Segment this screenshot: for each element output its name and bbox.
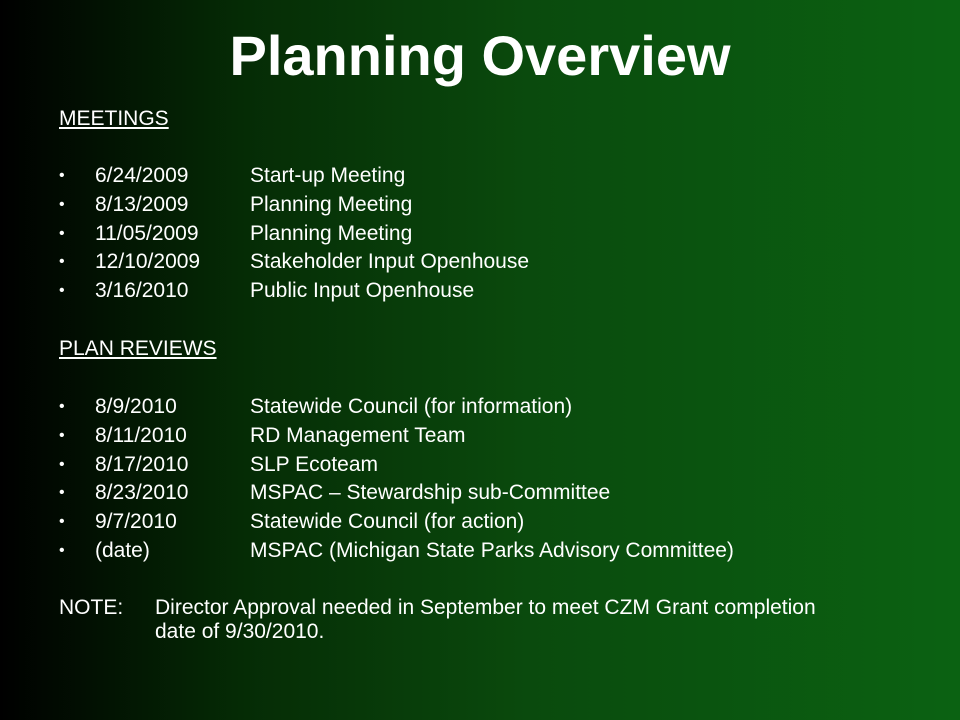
bullet: • bbox=[59, 167, 65, 184]
review-date: 8/11/2010 bbox=[95, 423, 187, 447]
meetings-heading: MEETINGS bbox=[59, 107, 169, 130]
review-description: MSPAC – Stewardship sub-Committee bbox=[250, 481, 611, 505]
review-date: 8/17/2010 bbox=[95, 452, 189, 476]
meeting-date: 6/24/2009 bbox=[95, 164, 189, 187]
note-label: NOTE: bbox=[59, 596, 124, 619]
review-description: MSPAC (Michigan State Parks Advisory Committee) bbox=[250, 538, 734, 562]
bullet: • bbox=[59, 426, 65, 444]
meeting-description: Planning Meeting bbox=[250, 221, 413, 245]
review-date: 8/23/2010 bbox=[95, 481, 189, 505]
bullet: • bbox=[59, 455, 65, 473]
bullet: • bbox=[59, 224, 65, 242]
bullet: • bbox=[59, 282, 65, 300]
review-description: RD Management Team bbox=[250, 423, 466, 447]
review-date: (date) bbox=[95, 538, 150, 562]
meeting-description: Planning Meeting bbox=[250, 192, 413, 216]
review-description: SLP Ecoteam bbox=[250, 452, 379, 476]
review-description: Statewide Council (for action) bbox=[250, 510, 525, 534]
review-date: 9/7/2010 bbox=[95, 510, 177, 534]
slide-title: Planning Overview bbox=[229, 24, 731, 87]
bullet: • bbox=[59, 541, 65, 559]
bullet: • bbox=[59, 484, 65, 502]
meeting-description: Start-up Meeting bbox=[250, 164, 406, 187]
plan-reviews-heading: PLAN REVIEWS bbox=[59, 337, 217, 360]
review-description: Statewide Council (for information) bbox=[250, 395, 573, 418]
meeting-date: 12/10/2009 bbox=[95, 250, 201, 274]
meeting-date: 11/05/2009 bbox=[95, 221, 199, 245]
meeting-description: Stakeholder Input Openhouse bbox=[250, 250, 530, 274]
meeting-date: 3/16/2010 bbox=[95, 279, 189, 303]
bullet: • bbox=[59, 195, 65, 213]
meeting-date: 8/13/2009 bbox=[95, 192, 189, 216]
bullet: • bbox=[59, 513, 65, 531]
note-text: Director Approval needed in September to meet CZM Grant completion date of 9/30/2010. bbox=[155, 596, 816, 643]
review-date: 8/9/2010 bbox=[95, 395, 177, 418]
bullet: • bbox=[59, 398, 65, 415]
meeting-description: Public Input Openhouse bbox=[250, 279, 475, 303]
bullet: • bbox=[59, 253, 65, 271]
